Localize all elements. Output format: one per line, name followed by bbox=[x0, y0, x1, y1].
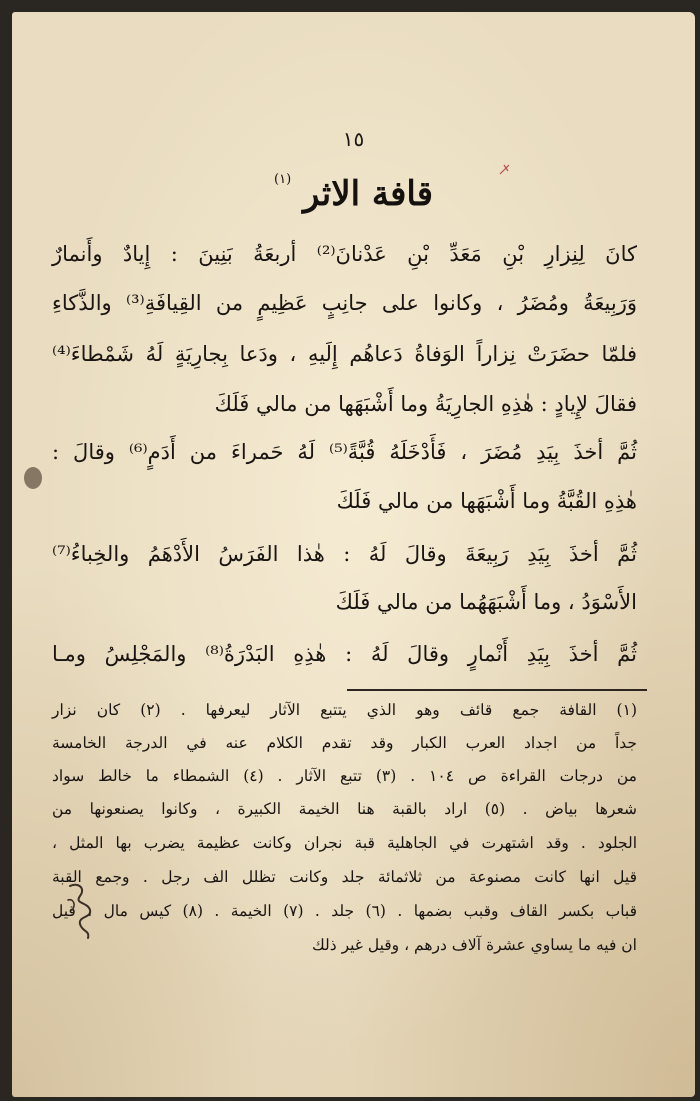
body-line: ثُمَّ أخذَ بِيَدِ رَبِيعَةَ وقالَ لَهُ : هٰذا الفَرَسُ الأَدْهَمُ والخِباءُ⁽⁷⁾ bbox=[52, 542, 637, 566]
footnote-line: (١) القافة جمع قائف وهو الذي يتتبع الآثار ليعرفها . (٢) كان نزار bbox=[52, 701, 637, 719]
body-line: ثُمَّ أخذَ بِيَدِ أَنْمارٍ وقالَ لَهُ : هٰذِهِ البَدْرَةُ⁽⁸⁾ والمَجْلِسُ ومـا bbox=[52, 642, 637, 666]
body-line: الأَسْوَدُ ، وما أَشْبَهَهُما من مالي فَلَكَ bbox=[335, 590, 637, 614]
footnote-line: قباب بكسر القاف وقبب بضمها . (٦) جلد . (٧) الخيمة . (٨) كيس مال ، قيل bbox=[52, 902, 637, 920]
title-text: قافة الاثر bbox=[302, 174, 433, 214]
footnote-line: شعرها بياض . (٥) اراد بالقبة هنا الخيمة الكبيرة ، وكانوا يصنعونها من bbox=[52, 800, 637, 818]
footnote-line: قيل انها كانت مصنوعة من ثلاثمائة جلد وكانت تظلل الف رجل . وجمع القبة bbox=[52, 868, 637, 886]
ink-blot bbox=[24, 467, 42, 489]
body-line: كانَ لِنِزارِ بْنِ مَعَدِّ بْنِ عَدْنانَ⁽²⁾ أربعَةُ بَنِينَ : إِيادٌ وأَنمارٌ bbox=[52, 242, 637, 266]
body-line: هٰذِهِ القُبَّةُ وما أَشْبَهَها من مالي فَلَكَ bbox=[336, 489, 637, 513]
body-line: وَرَبِيعَةُ ومُضَرُ ، وكانوا على جانِبٍ عَظِيمٍ من القِيافَةِ⁽³⁾ والذَّكاءِ bbox=[52, 291, 637, 315]
title-footnote-marker: (١) bbox=[274, 172, 292, 187]
footnote-divider bbox=[347, 689, 647, 691]
footnote-line: ان فيه ما يساوي عشرة آلاف درهم ، وقيل غير ذلك bbox=[311, 936, 637, 954]
page-title bbox=[12, 172, 695, 214]
body-line: فقالَ لإِيادٍ : هٰذِهِ الجارِيَةُ وما أَشْبَهَها من مالي فَلَكَ bbox=[214, 392, 637, 416]
handwritten-signature bbox=[60, 880, 100, 942]
page-number: ١٥ bbox=[342, 127, 365, 151]
footnote-line: جداً من اجداد العرب الكبار وقد تقدم الكلام عنه في الدرجة الخامسة bbox=[52, 734, 637, 752]
footnote-line: من درجات القراءة ص ١٠٤ . (٣) تتبع الآثار . (٤) الشمطاء ما خالط سواد bbox=[52, 767, 637, 785]
book-page bbox=[12, 12, 695, 1097]
body-line: ثُمَّ أخذَ بِيَدِ مُضَرَ ، فَأَدْخَلَهُ قُبَّةً⁽⁵⁾ لَهُ حَمراءَ من أَدَمٍ⁽⁶⁾ وقالَ : bbox=[52, 440, 638, 464]
body-line: فلمّا حضَرَتْ نِزاراً الوَفاةُ دَعاهُم إِلَيهِ ، ودَعا بِجارِيَةٍ لَهُ شَمْطاءَ⁽⁴⁾ bbox=[52, 342, 637, 366]
footnote-line: الجلود . وقد اشتهرت في الجاهلية قبة نجران وكانت عظيمة يضرب بها المثل ، bbox=[52, 834, 637, 852]
